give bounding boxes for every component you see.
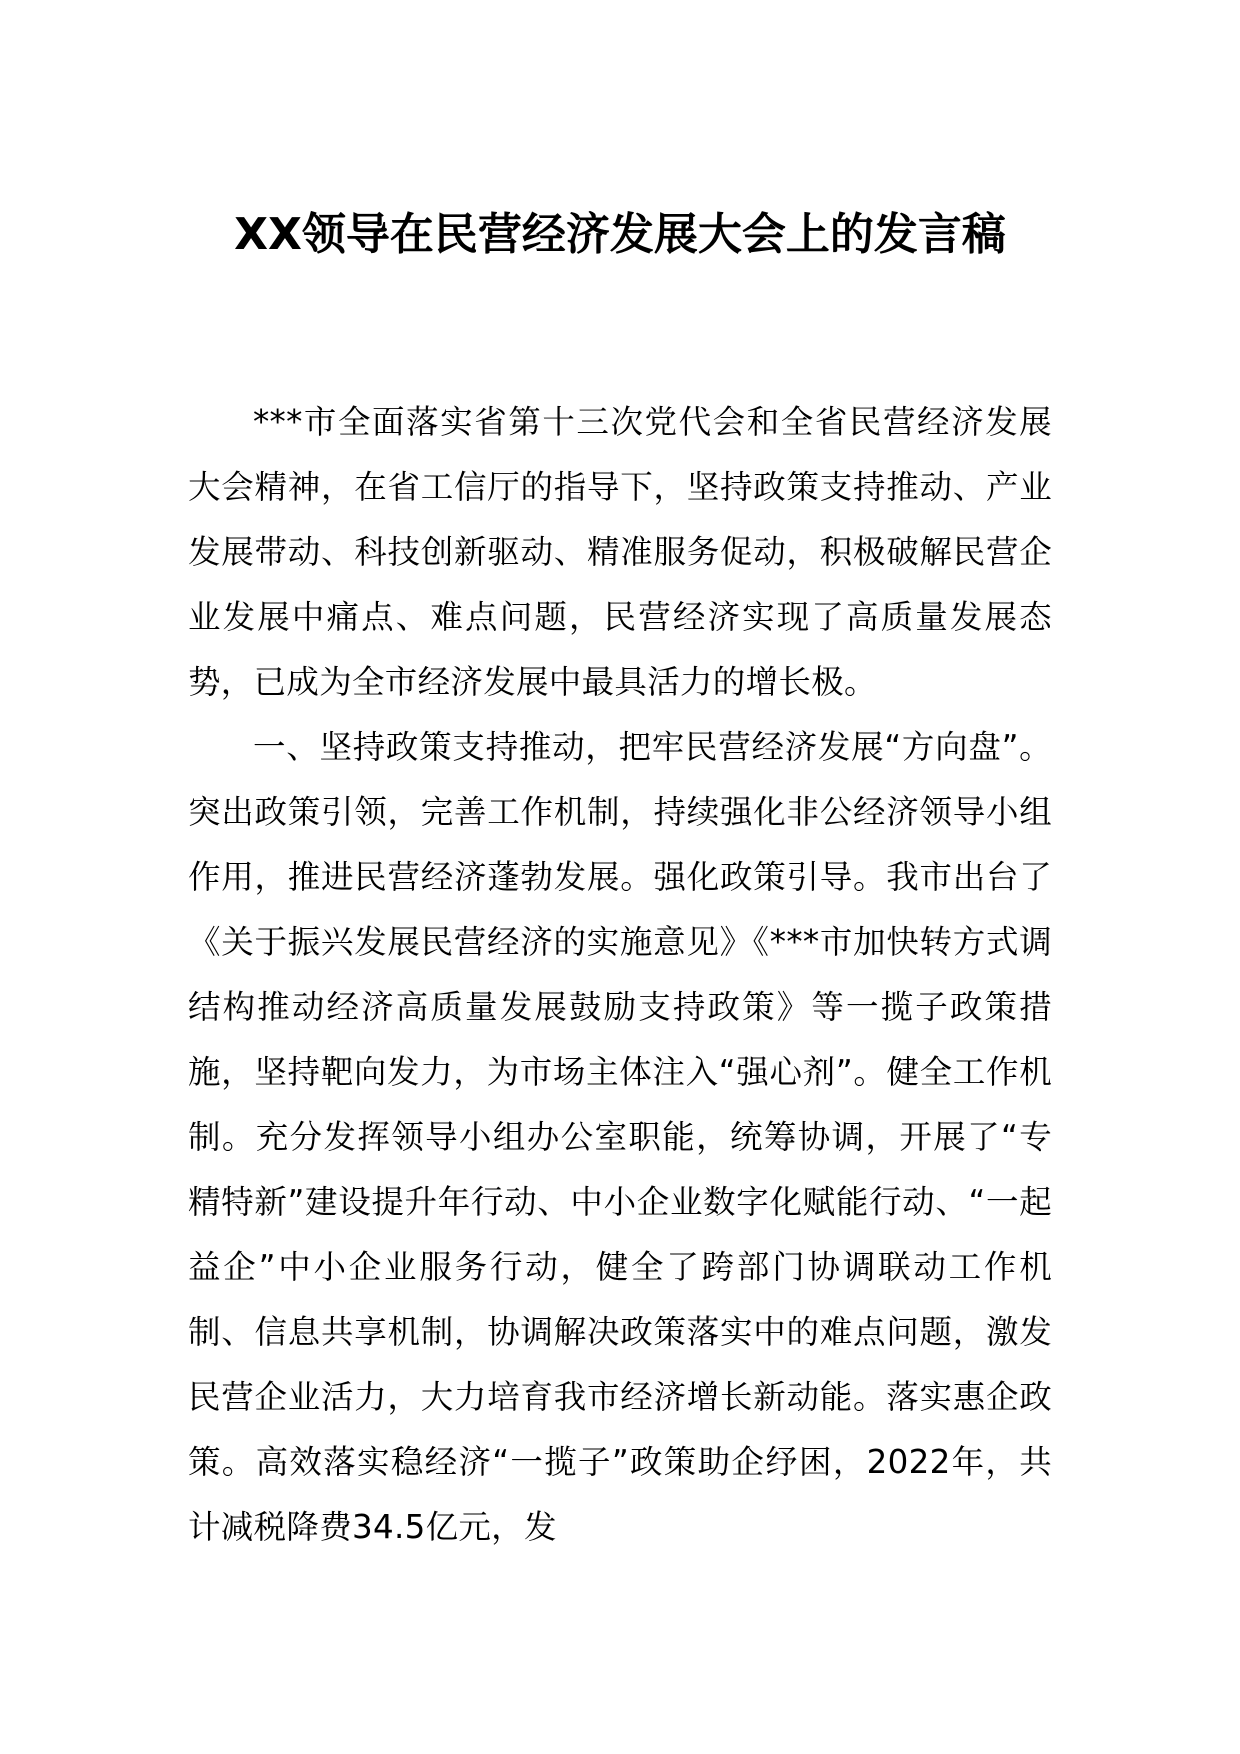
paragraph-intro: ***市全面落实省第十三次党代会和全省民营经济发展大会精神，在省工信厅的指导下，坚持政策支持推动、产业发展带动、科技创新驱动、精准服务促动，积极破解民营企业发展中痛点、难点问题，民营经济实现了高质量发展态势，已成为全市经济发展中最具活力的增长极。 [188, 403, 1052, 701]
paragraph-section-one: 一、坚持政策支持推动，把牢民营经济发展“方向盘”。突出政策引领，完善工作机制，持续强化非公经济领导小组作用，推进民营经济蓬勃发展。强化政策引导。我市出台了《关于振兴发展民营经济的实施意见》《***市加快转方式调结构推动经济高质量发展鼓励支持政策》等一揽子政策措施，坚持靶向发力，为市场主体注入“强心剂”。健全工作机制。充分发挥领导小组办公室职能，统筹协调，开展了“专精特新”建设提升年行动、中小企业数字化赋能行动、“一起益企”中小企业服务行动，健全了跨部门协调联动工作机制、信息共享机制，协调解决政策落实中的难点问题，激发民营企业活力，大力培育我市经济增长新动能。落实惠企政策。高效落实稳经济“一揽子”政策助企纾困，2022年，共计减税降费34.5亿元，发 [188, 728, 1052, 1546]
document-body [188, 390, 1052, 1560]
document-title: XX领导在民营经济发展大会上的发言稿 [234, 209, 1006, 260]
